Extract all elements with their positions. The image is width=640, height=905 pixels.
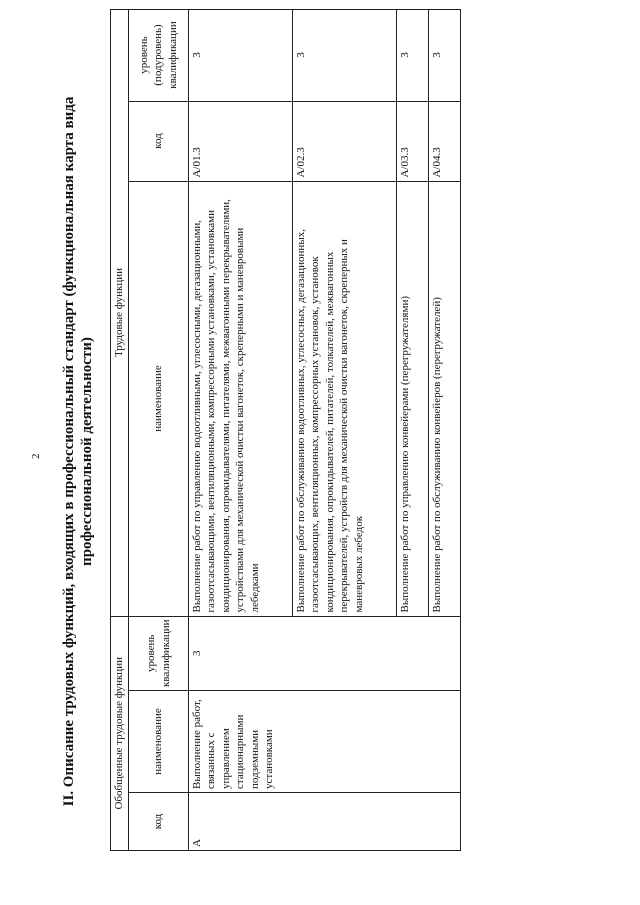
section-title (60, 94, 96, 809)
function-name: Выполнение работ по управлению водоотливными, углесосными, дегазационными, газоотсасывающими, вентиляционными, компрессорными установками, установками кондиционирования, опрокидывателями, питателями, межвагонными перекрывателями, устройствами для механической очистки вагонеток, скреперными и маневровыми лебедками (189, 181, 293, 616)
header-labor-functions: Трудовые функции (111, 9, 129, 616)
page-number: 2 (30, 453, 42, 459)
function-code: А/01.3 (189, 101, 293, 181)
function-name: Выполнение работ по управлению конвейерами (перегружателями) (397, 181, 429, 616)
header-row-2 (129, 9, 189, 850)
general-function-level: 3 (189, 616, 461, 690)
functional-map-table (110, 9, 461, 851)
header-row-1 (111, 9, 129, 850)
header-generalized-functions: Обобщенные трудовые функции (111, 616, 129, 850)
title-line-2: профессиональной деятельности) (79, 337, 95, 566)
header-name: наименование (129, 691, 189, 793)
general-function-name: Выполнение работ, связанных с управлением стационарными подземными установками (189, 691, 461, 793)
header-level2: уровень (подуровень) квалификации (129, 9, 189, 101)
general-function-code: А (189, 793, 461, 851)
header-name2: наименование (129, 181, 189, 616)
header-level: уровень квалификации (129, 616, 189, 690)
header-code2: код (129, 101, 189, 181)
function-code: А/04.3 (429, 101, 461, 181)
function-code: А/03.3 (397, 101, 429, 181)
table-row (189, 9, 293, 850)
function-name: Выполнение работ по обслуживанию водоотливных, углесосных, дегазационных, газоотсасывающих, вентиляционных, компрессорных установок, установок кондиционирования, опрокидывателей, питателей, толкателей, межвагонных перекрывателей, устройств для механической очистки вагонеток, скреперных и маневровых лебедок (293, 181, 397, 616)
title-line-1: II. Описание трудовых функций, входящих в профессиональный стандарт (функциональная карта вида (61, 96, 77, 807)
function-level: 3 (189, 9, 293, 101)
function-name: Выполнение работ по обслуживанию конвейеров (перегружателей) (429, 181, 461, 616)
function-level: 3 (397, 9, 429, 101)
header-code: код (129, 793, 189, 851)
function-level: 3 (293, 9, 397, 101)
function-level: 3 (429, 9, 461, 101)
function-code: А/02.3 (293, 101, 397, 181)
functional-map-table-wrap (110, 9, 461, 851)
